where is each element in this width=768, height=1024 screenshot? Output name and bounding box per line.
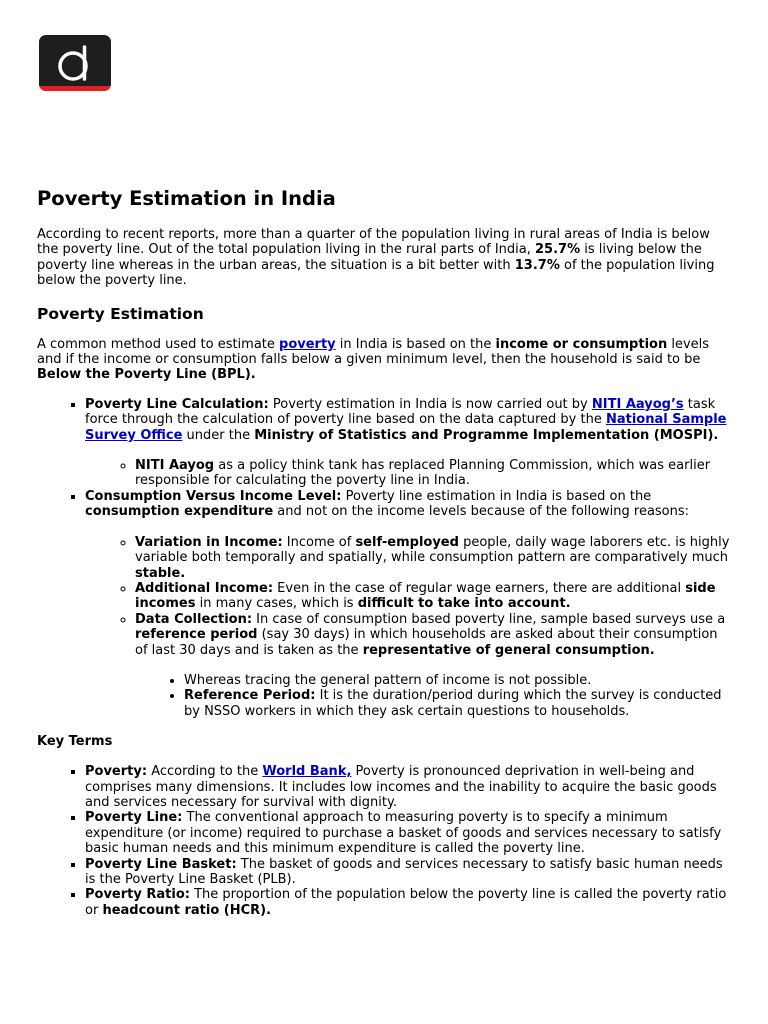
- world-bank-link[interactable]: World Bank,: [262, 764, 352, 780]
- estimation-list: [37, 397, 733, 719]
- list-item-poverty-line-calculation: ▪ Poverty Line Calculation: Poverty estimation in India is now carried out by NITI Aayog’s task force through the calculation of poverty line based on the data captured by the National Sample Survey Office under the Ministry of Statistics and Programme Implementation (MOSPI). ◦ NITI Aayog as a policy think tank has replaced Planning Commission, which was earlier responsible for calculating the poverty line in India.: [85, 397, 733, 489]
- rural-poverty-stat: 25.7%: [535, 242, 581, 258]
- list-item-poverty-line: ▪ Poverty Line: The conventional approach to measuring poverty is to specify a minimum expenditure (or income) required to purchase a basket of goods and services necessary to satisfy basic human needs and this minimum expenditure is called the poverty line.: [85, 810, 733, 856]
- article-content: [37, 186, 733, 933]
- list-item-data-collection: ◦ Data Collection: In case of consumption based poverty line, sample based surveys use a reference period (say 30 days) in which households are asked about their consumption of last 30 days and is taken as the representative of general consumption. • Whereas tracing the general pattern of income is not possible. • Reference Period: It is the duration/period during which the survey is conducted by NSSO workers in which they ask certain questions to households.: [135, 612, 733, 719]
- list-item-additional-income: ◦ Additional Income: Even in the case of regular wage earners, there are additional side incomes in many cases, which is difficult to take into account.: [135, 581, 733, 612]
- poverty-link[interactable]: poverty: [279, 336, 336, 352]
- section-heading-poverty-estimation: Poverty Estimation: [37, 304, 204, 323]
- list-item-poverty-ratio: ▪ Poverty Ratio: The proportion of the population below the poverty line is called the poverty ratio or headcount ratio (HCR).: [85, 887, 733, 918]
- logo-accent-bar: [39, 86, 111, 91]
- list-item-income-pattern: • Whereas tracing the general pattern of income is not possible.: [184, 673, 733, 688]
- app-logo[interactable]: [39, 35, 111, 91]
- list-item-poverty: ▪ Poverty: According to the World Bank, Poverty is pronounced deprivation in well-being and comprises many dimensions. It includes low incomes and the inability to acquire the basic goods and services necessary for survival with dignity.: [85, 764, 733, 810]
- list-item-poverty-line-basket: ▪ Poverty Line Basket: The basket of goods and services necessary to satisfy basic human needs is the Poverty Line Basket (PLB).: [85, 857, 733, 888]
- urban-poverty-stat: 13.7%: [514, 257, 560, 273]
- list-item-consumption-vs-income: ▪ Consumption Versus Income Level: Poverty line estimation in India is based on the consumption expenditure and not on the income levels because of the following reasons: ◦ Variation in Income: Income of self-employed people, daily wage laborers etc. is highly variable both temporally and spatially, while consumption pattern are comparatively much stable. ◦ Additional Income: Even in the case of regular wage earners, there are additional side incomes in many cases, which is difficult to take into account. ◦ Data Collection: In case of consumption based poverty line, sample based surveys use a reference period (say 30 days) in which households are asked about their consumption of last 30 days and is taken as the representative of general consumption. • Whereas tracing the general pattern of income is not possible. • Reference Period: It is the duration/period during which the survey is conducted by NSSO workers in which they ask certain questions to households.: [85, 489, 733, 719]
- sublist-reasons: [85, 535, 733, 719]
- logo-letter-d-icon: [39, 35, 111, 91]
- estimation-paragraph: A common method used to estimate poverty in India is based on the income or consumption levels and if the income or consumption falls below a given minimum level, then the household is said to be Below the Poverty Line (BPL).: [37, 336, 710, 383]
- key-terms-heading: Key Terms: [37, 734, 113, 750]
- intro-paragraph: According to recent reports, more than a quarter of the population living in rural areas of India is below the poverty line. Out of the total population living in the rural parts of India, 25.7% is living below the poverty line whereas in the urban areas, the situation is a bit better with 13.7% of the population living below the poverty line.: [37, 227, 715, 289]
- sublist-niti: [85, 458, 733, 489]
- key-terms-list: [37, 764, 733, 918]
- page-title: Poverty Estimation in India: [37, 187, 336, 210]
- niti-aayog-link[interactable]: NITI Aayog’s: [591, 396, 684, 412]
- list-item-niti-aayog: ◦ NITI Aayog as a policy think tank has replaced Planning Commission, which was earlier responsible for calculating the poverty line in India.: [135, 458, 733, 489]
- list-item-reference-period: • Reference Period: It is the duration/period during which the survey is conducted by NSSO workers in which they ask certain questions to households.: [184, 688, 733, 719]
- list-item-variation-in-income: ◦ Variation in Income: Income of self-employed people, daily wage laborers etc. is highly variable both temporally and spatially, while consumption pattern are comparatively much stable.: [135, 535, 733, 581]
- nsso-link[interactable]: National Sample Survey Office: [85, 412, 727, 443]
- sublist-data-collection: [135, 673, 733, 719]
